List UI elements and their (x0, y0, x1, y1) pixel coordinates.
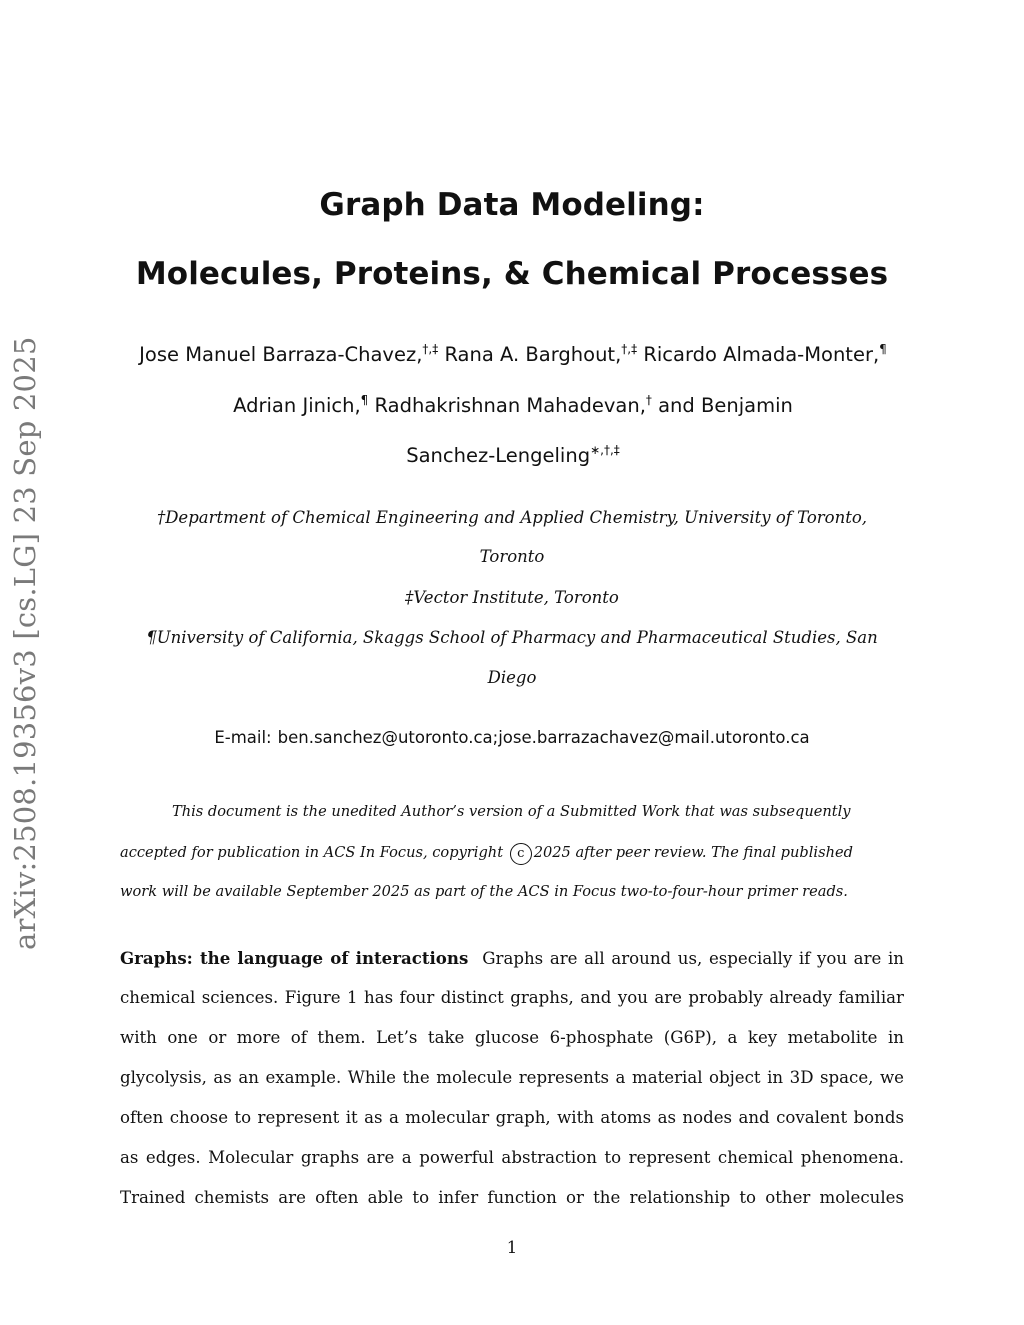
author-affiliation-marks: ¶ (360, 393, 369, 407)
affiliation-toronto-line-1: †Department of Chemical Engineering and Applied Chemistry, University of Toronto, (156, 508, 868, 527)
author-affiliation-marks: ¶ (879, 342, 887, 356)
author-name: Adrian Jinich, (233, 394, 361, 417)
section-heading: Graphs: the language of interactions (120, 948, 469, 968)
email-label: E-mail: (214, 728, 272, 747)
paper-title-line-2: Molecules, Proteins, & Chemical Processes (135, 256, 889, 292)
author-name: Rana A. Barghout, (444, 343, 622, 366)
body-paragraph-line: glycolysis, as an example. While the molecule represents a material object in 3D space, we (120, 1068, 904, 1087)
affiliation-ucsd-line-1: ¶University of California, Skaggs School of Pharmacy and Pharmaceutical Studies, San (146, 628, 878, 647)
body-paragraph-line: as edges. Molecular graphs are a powerful abstraction to represent chemical phenomena. (120, 1148, 904, 1167)
author-affiliation-marks: ∗,†,‡ (590, 443, 620, 457)
contact-email (0, 728, 1024, 747)
author-name: Sanchez-Lengeling (406, 444, 591, 467)
copyright-icon: c (510, 843, 532, 865)
author-affiliation-marks: †,‡ (621, 342, 638, 356)
body-paragraph-line: chemical sciences. Figure 1 has four distinct graphs, and you are probably already familiar (120, 988, 904, 1007)
author-affiliation-marks: †,‡ (422, 342, 439, 356)
author-list-line-1 (118, 343, 908, 366)
publication-notice-line-2 (120, 843, 904, 865)
author-name: Jose Manuel Barraza-Chavez, (139, 343, 423, 366)
arxiv-identifier-stamp: arXiv:2508.19356v3 [cs.LG] 23 Sep 2025 (8, 336, 42, 950)
publication-notice-line-1: This document is the unedited Author’s version of a Submitted Work that was subsequently (172, 803, 851, 820)
affiliation-ucsd-line-2: Diego (487, 668, 537, 687)
author-list-line-2 (118, 394, 908, 417)
body-paragraph-line: often choose to represent it as a molecular graph, with atoms as nodes and covalent bonds (120, 1108, 904, 1127)
notice-text: 2025 after peer review. The final published (533, 844, 853, 861)
paper-title-line-1: Graph Data Modeling: (319, 187, 705, 223)
notice-text: accepted for publication in ACS In Focus, copyright (120, 844, 504, 861)
body-paragraph-line (120, 948, 904, 968)
publication-notice-line-3: work will be available September 2025 as part of the ACS in Focus two-to-four-hour primer reads. (120, 883, 848, 900)
author-name: Radhakrishnan Mahadevan, (374, 394, 646, 417)
body-paragraph-line: Trained chemists are often able to infer function or the relationship to other molecules (120, 1188, 904, 1207)
author-list-conjunction: and Benjamin (658, 394, 793, 417)
affiliation-toronto-line-2: Toronto (479, 547, 545, 566)
author-name: Ricardo Almada-Monter, (643, 343, 880, 366)
page-number: 1 (506, 1238, 518, 1257)
affiliation-vector-institute: ‡Vector Institute, Toronto (405, 588, 619, 607)
author-list-line-3 (118, 444, 908, 467)
body-paragraph-line: with one or more of them. Let’s take glucose 6-phosphate (G6P), a key metabolite in (120, 1028, 904, 1047)
email-addresses[interactable]: ben.sanchez@utoronto.ca;jose.barrazachavez@mail.utoronto.ca (277, 728, 810, 747)
author-affiliation-marks: † (645, 393, 652, 407)
body-text: Graphs are all around us, especially if you are in (482, 949, 904, 968)
